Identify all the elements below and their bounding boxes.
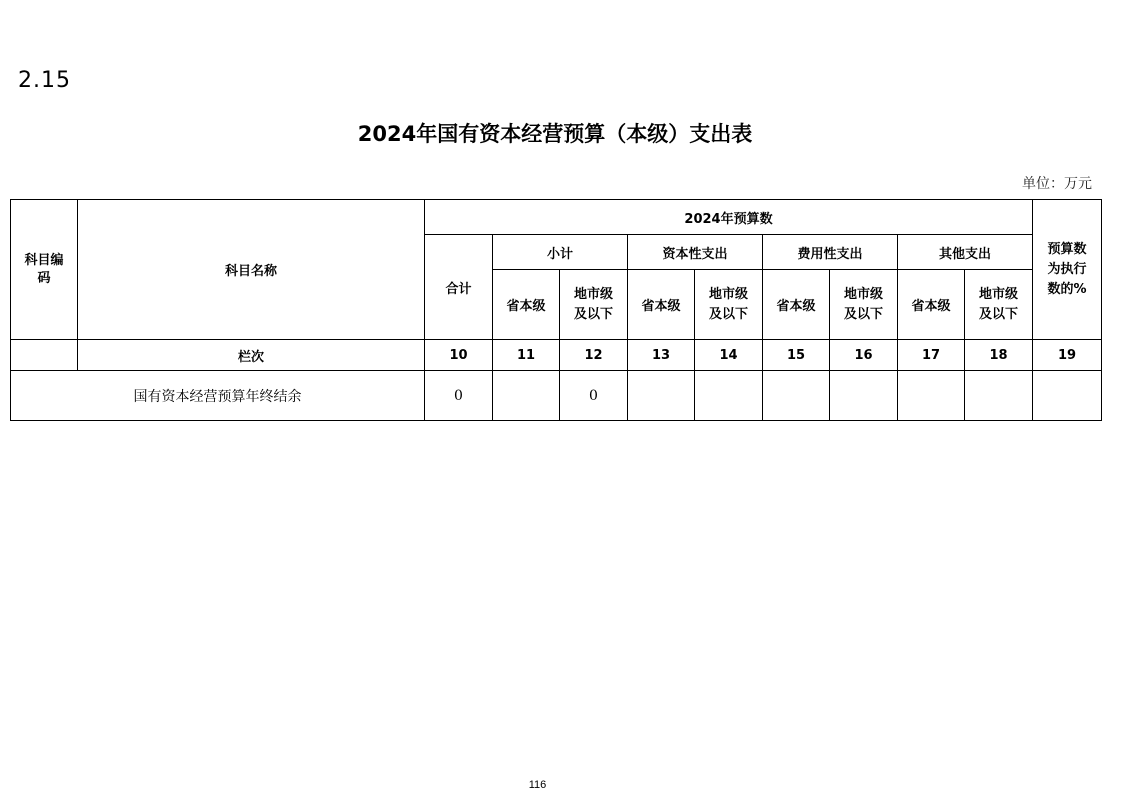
header-ratio [1033,200,1102,340]
header-name: 科目名称 [78,200,425,340]
table-row [11,371,1102,421]
page-title: 2024年国有资本经营预算（本级）支出表 [357,122,753,146]
row-other-local [965,371,1033,421]
row-expense-provincial [763,371,830,421]
row-total: 0 [425,371,493,421]
header-row-1 [11,200,1102,235]
row-name: 国有资本经营预算年终结余 [11,371,425,421]
header-subtotal-local-label: 地市级及以下 [573,286,613,322]
seq-code-empty [11,340,78,371]
seq-number: 15 [763,340,830,371]
seq-number: 16 [830,340,898,371]
row-expense-local [830,371,898,421]
page-number: 116 [528,779,547,791]
header-code [11,200,78,340]
header-subtotal-provincial: 省本级 [493,270,560,340]
header-code-label: 科目编码 [24,252,64,286]
seq-number: 13 [628,340,695,371]
header-other-local [965,270,1033,340]
header-capital-local [695,270,763,340]
seq-row [11,340,1102,371]
seq-number: 11 [493,340,560,371]
header-capital-provincial: 省本级 [628,270,695,340]
seq-number: 12 [560,340,628,371]
seq-number: 19 [1033,340,1102,371]
row-subtotal-local: 0 [560,371,628,421]
row-subtotal-provincial [493,371,560,421]
header-budget-group: 2024年预算数 [425,200,1033,235]
header-expense-provincial: 省本级 [763,270,830,340]
row-capital-local [695,371,763,421]
row-other-provincial [898,371,965,421]
seq-number: 14 [695,340,763,371]
seq-number: 17 [898,340,965,371]
header-ratio-label: 预算数为执行数的% [1047,241,1087,297]
header-subtotal: 小计 [493,235,628,270]
budget-table [10,199,1102,421]
header-capital-local-label: 地市级及以下 [708,286,748,322]
seq-label: 栏次 [78,340,425,371]
section-number: 2.15 [18,68,71,93]
header-subtotal-local [560,270,628,340]
unit-label: 单位：万元 [1022,176,1092,192]
seq-number: 10 [425,340,493,371]
header-other-local-label: 地市级及以下 [979,286,1019,322]
header-expense: 费用性支出 [763,235,898,270]
row-ratio [1033,371,1102,421]
header-other: 其他支出 [898,235,1033,270]
header-other-provincial: 省本级 [898,270,965,340]
header-capital: 资本性支出 [628,235,763,270]
header-expense-local [830,270,898,340]
row-capital-provincial [628,371,695,421]
header-total: 合计 [425,235,493,340]
seq-number: 18 [965,340,1033,371]
header-expense-local-label: 地市级及以下 [843,286,883,322]
